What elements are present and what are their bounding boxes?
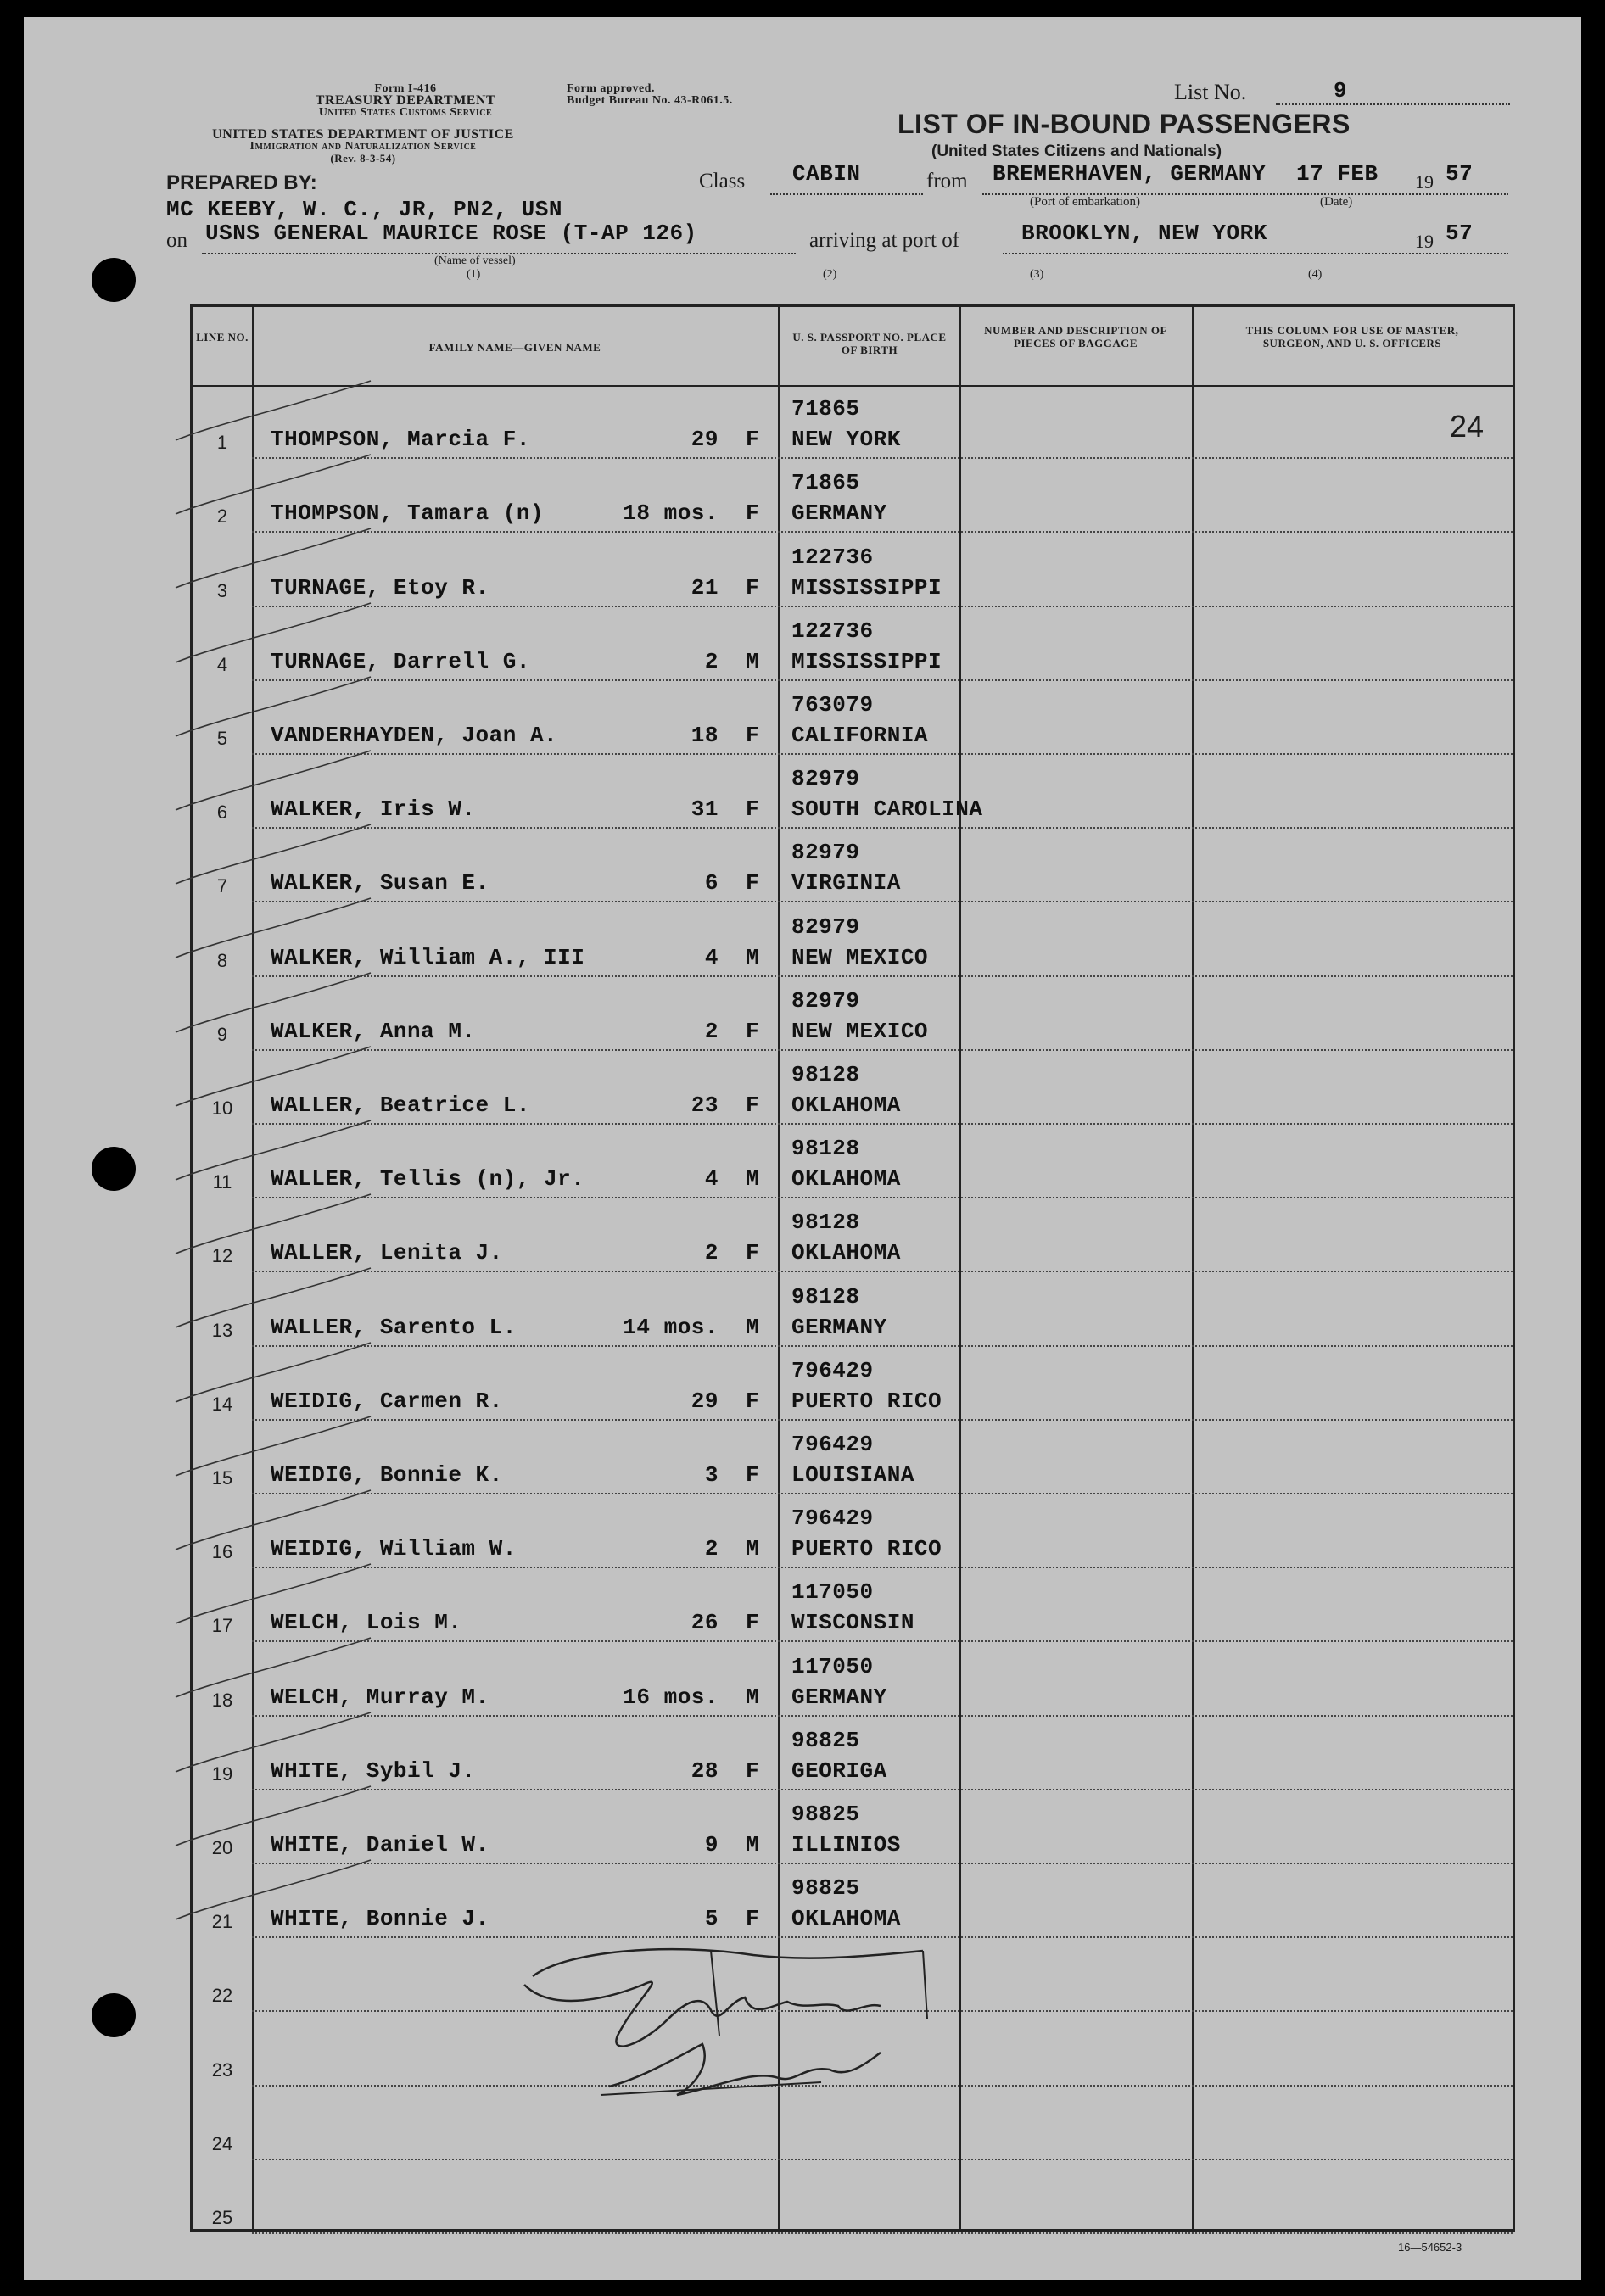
passenger-sex: F bbox=[745, 796, 760, 823]
line-number: 18 bbox=[211, 1689, 233, 1711]
passenger-age: 2 bbox=[704, 1018, 719, 1044]
check-mark bbox=[167, 1856, 388, 1932]
passport-number: 117050 bbox=[791, 1579, 874, 1606]
vessel-name: USNS GENERAL MAURICE ROSE (T-AP 126) bbox=[205, 221, 697, 246]
place-of-birth: PUERTO RICO bbox=[791, 1388, 942, 1414]
list-no-underline bbox=[1276, 103, 1510, 105]
column-number-3: (3) bbox=[1030, 268, 1044, 281]
passport-number: 82979 bbox=[791, 987, 860, 1014]
check-mark bbox=[167, 450, 388, 527]
passport-number: 82979 bbox=[791, 913, 860, 940]
punch-hole-bottom bbox=[92, 1993, 136, 2037]
header-passport: U. S. PASSPORT NO. PLACE OF BIRTH bbox=[792, 331, 947, 356]
place-of-birth: NEW MEXICO bbox=[791, 1018, 929, 1044]
place-of-birth: OKLAHOMA bbox=[791, 1906, 901, 1932]
passenger-age: 23 bbox=[691, 1092, 719, 1118]
passenger-name: WEIDIG, Carmen R. bbox=[271, 1388, 503, 1414]
table-row bbox=[193, 1790, 1513, 1864]
passenger-age: 9 bbox=[704, 1831, 719, 1857]
place-of-birth: GERMANY bbox=[791, 1314, 887, 1340]
place-of-birth: NEW YORK bbox=[791, 427, 901, 453]
line-number: 13 bbox=[211, 1319, 233, 1341]
line-number: 5 bbox=[216, 727, 228, 749]
passenger-name: WALLER, Sarento L. bbox=[271, 1314, 517, 1340]
passport-number: 122736 bbox=[791, 617, 874, 644]
port-of-embarkation-value: BREMERHAVEN, GERMANY bbox=[993, 161, 1267, 187]
passenger-age: 28 bbox=[691, 1757, 719, 1784]
place-of-birth: CALIFORNIA bbox=[791, 722, 929, 748]
signature bbox=[499, 1917, 974, 2129]
passenger-age: 6 bbox=[704, 870, 719, 897]
place-of-birth: PUERTO RICO bbox=[791, 1536, 942, 1562]
line-number: 23 bbox=[211, 2059, 233, 2081]
check-mark bbox=[167, 1264, 388, 1340]
line-number: 11 bbox=[212, 1171, 232, 1193]
line-number: 25 bbox=[211, 2206, 233, 2228]
passenger-sex: F bbox=[745, 427, 760, 453]
table-row bbox=[193, 681, 1513, 755]
passenger-name: WALKER, Iris W. bbox=[271, 796, 476, 823]
year-value-2: 57 bbox=[1446, 221, 1474, 246]
passenger-age: 18 mos. bbox=[623, 500, 719, 527]
form-approved: Form approved. bbox=[567, 82, 655, 95]
passenger-age: 2 bbox=[704, 648, 719, 674]
table-row bbox=[193, 533, 1513, 606]
passenger-name: WALLER, Tellis (n), Jr. bbox=[271, 1166, 585, 1193]
passenger-name: WELCH, Murray M. bbox=[271, 1684, 489, 1710]
check-mark bbox=[167, 524, 388, 601]
place-of-birth: OKLAHOMA bbox=[791, 1240, 901, 1266]
check-mark bbox=[167, 820, 388, 897]
arrival-underline bbox=[1003, 253, 1508, 254]
line-number: 21 bbox=[211, 1911, 233, 1933]
line-number: 15 bbox=[211, 1466, 233, 1489]
check-mark bbox=[167, 1486, 388, 1562]
check-mark bbox=[167, 377, 388, 453]
passenger-sex: F bbox=[745, 1610, 760, 1636]
class-value: CABIN bbox=[792, 161, 861, 187]
passenger-age: 29 bbox=[691, 1388, 719, 1414]
passport-number: 98825 bbox=[791, 1801, 860, 1827]
passenger-name: WHITE, Sybil J. bbox=[271, 1757, 476, 1784]
header-line-no: LINE NO. bbox=[196, 331, 249, 344]
passport-number: 82979 bbox=[791, 766, 860, 792]
prepared-by-label: PREPARED BY: bbox=[166, 171, 317, 194]
passenger-name: WALKER, William A., III bbox=[271, 944, 585, 970]
place-of-birth: GERMANY bbox=[791, 500, 887, 527]
passport-number: 98128 bbox=[791, 1136, 860, 1162]
check-mark bbox=[167, 746, 388, 823]
passenger-age: 4 bbox=[704, 1166, 719, 1193]
place-of-birth: SOUTH CAROLINA bbox=[791, 796, 983, 823]
document-page bbox=[24, 17, 1581, 2280]
port-of-embarkation-caption: (Port of embarkation) bbox=[1030, 195, 1140, 209]
table-row bbox=[193, 1125, 1513, 1198]
year-prefix-1: 19 bbox=[1415, 171, 1434, 193]
place-of-birth: OKLAHOMA bbox=[791, 1092, 901, 1118]
passenger-sex: F bbox=[745, 1092, 760, 1118]
year-prefix-2: 19 bbox=[1415, 231, 1434, 252]
table-row bbox=[193, 1347, 1513, 1421]
passenger-sex: M bbox=[745, 944, 760, 970]
passport-number: 796429 bbox=[791, 1431, 874, 1457]
on-label: on bbox=[166, 229, 187, 252]
passenger-sex: M bbox=[745, 1536, 760, 1562]
passenger-name: WEIDIG, Bonnie K. bbox=[271, 1461, 503, 1488]
vessel-caption: (Name of vessel) bbox=[434, 254, 516, 267]
check-mark bbox=[167, 1190, 388, 1266]
line-number: 4 bbox=[216, 653, 228, 675]
passenger-age: 16 mos. bbox=[623, 1684, 719, 1710]
year-value-1: 57 bbox=[1446, 161, 1474, 187]
treasury-dept: TREASURY DEPARTMENT bbox=[315, 93, 496, 108]
passenger-name: WHITE, Bonnie J. bbox=[271, 1906, 489, 1932]
passenger-sex: M bbox=[745, 1684, 760, 1710]
passenger-sex: F bbox=[745, 1757, 760, 1784]
line-number: 9 bbox=[216, 1023, 228, 1045]
passenger-sex: M bbox=[745, 1166, 760, 1193]
check-mark bbox=[167, 1338, 388, 1415]
passenger-name: THOMPSON, Marcia F. bbox=[271, 427, 530, 453]
line-number: 7 bbox=[216, 875, 228, 897]
passenger-name: WHITE, Daniel W. bbox=[271, 1831, 489, 1857]
line-number: 6 bbox=[216, 802, 228, 824]
column-number-4: (4) bbox=[1308, 268, 1323, 281]
passenger-age: 3 bbox=[704, 1461, 719, 1488]
date-value: 17 FEB bbox=[1296, 161, 1379, 187]
form-revision: (Rev. 8-3-54) bbox=[330, 152, 396, 165]
line-number: 3 bbox=[216, 579, 228, 601]
arrival-port-value: BROOKLYN, NEW YORK bbox=[1021, 221, 1267, 246]
passenger-name: TURNAGE, Darrell G. bbox=[271, 648, 530, 674]
passenger-age: 29 bbox=[691, 427, 719, 453]
line-number: 16 bbox=[211, 1541, 233, 1563]
passenger-sex: F bbox=[745, 1018, 760, 1044]
table-row bbox=[193, 2160, 1513, 2234]
prepared-by-value: MC KEEBY, W. C., JR, PN2, USN bbox=[166, 197, 562, 222]
header-name: FAMILY NAME—GIVEN NAME bbox=[428, 341, 601, 354]
passport-number: 98128 bbox=[791, 1061, 860, 1087]
table-row bbox=[193, 1051, 1513, 1125]
passenger-age: 4 bbox=[704, 944, 719, 970]
passenger-name: WALLER, Lenita J. bbox=[271, 1240, 503, 1266]
passenger-name: WELCH, Lois M. bbox=[271, 1610, 462, 1636]
passenger-age: 5 bbox=[704, 1906, 719, 1932]
passenger-name: WALKER, Susan E. bbox=[271, 870, 489, 897]
table-row bbox=[193, 977, 1513, 1051]
place-of-birth: OKLAHOMA bbox=[791, 1166, 901, 1193]
line-number: 1 bbox=[216, 432, 228, 454]
passenger-name: WALLER, Beatrice L. bbox=[271, 1092, 530, 1118]
passenger-name: THOMPSON, Tamara (n) bbox=[271, 500, 545, 527]
place-of-birth: WISCONSIN bbox=[791, 1610, 914, 1636]
passenger-sex: F bbox=[745, 1240, 760, 1266]
table-row bbox=[193, 1198, 1513, 1272]
passport-number: 763079 bbox=[791, 691, 874, 718]
place-of-birth: MISSISSIPPI bbox=[791, 574, 942, 601]
customs-service: United States Customs Service bbox=[318, 106, 493, 119]
column-number-1: (1) bbox=[467, 268, 481, 281]
place-of-birth: VIRGINIA bbox=[791, 870, 901, 897]
date-caption: (Date) bbox=[1320, 195, 1353, 209]
class-label: Class bbox=[699, 170, 746, 193]
passenger-age: 26 bbox=[691, 1610, 719, 1636]
passport-number: 71865 bbox=[791, 396, 860, 422]
line-number: 24 bbox=[211, 2132, 233, 2154]
passenger-sex: M bbox=[745, 1314, 760, 1340]
passport-number: 122736 bbox=[791, 544, 874, 570]
place-of-birth: GERMANY bbox=[791, 1684, 887, 1710]
budget-bureau: Budget Bureau No. 43-R061.5. bbox=[567, 94, 733, 107]
passport-number: 71865 bbox=[791, 470, 860, 496]
from-label: from bbox=[926, 170, 968, 193]
place-of-birth: NEW MEXICO bbox=[791, 944, 929, 970]
check-mark bbox=[167, 1560, 388, 1636]
punch-hole-middle bbox=[92, 1147, 136, 1191]
column-number-2: (2) bbox=[823, 268, 837, 281]
passenger-name: WEIDIG, William W. bbox=[271, 1536, 517, 1562]
passenger-sex: F bbox=[745, 1906, 760, 1932]
passenger-sex: F bbox=[745, 870, 760, 897]
passenger-age: 2 bbox=[704, 1536, 719, 1562]
check-mark bbox=[167, 673, 388, 749]
form-title: LIST OF IN-BOUND PASSENGERS bbox=[898, 109, 1351, 139]
list-no-label: List No. bbox=[1174, 80, 1247, 104]
passport-number: 98128 bbox=[791, 1283, 860, 1310]
class-underline bbox=[770, 193, 923, 195]
passenger-age: 18 bbox=[691, 722, 719, 748]
table-row bbox=[193, 1568, 1513, 1642]
table-row bbox=[193, 1494, 1513, 1568]
check-mark bbox=[167, 1412, 388, 1489]
check-mark bbox=[167, 1708, 388, 1785]
place-of-birth: MISSISSIPPI bbox=[791, 648, 942, 674]
place-of-birth: LOUISIANA bbox=[791, 1461, 914, 1488]
table-row bbox=[193, 829, 1513, 902]
passenger-name: TURNAGE, Etoy R. bbox=[271, 574, 489, 601]
passport-number: 98825 bbox=[791, 1727, 860, 1753]
passport-number: 796429 bbox=[791, 1506, 874, 1532]
form-number: Form I-416 bbox=[374, 82, 437, 95]
table-row bbox=[193, 755, 1513, 829]
line-number: 17 bbox=[211, 1615, 233, 1637]
ins-title: Immigration and Naturalization Service bbox=[249, 140, 477, 153]
passenger-sex: M bbox=[745, 648, 760, 674]
line-number: 2 bbox=[216, 506, 228, 528]
margin-note: 24 bbox=[1450, 409, 1485, 444]
passport-number: 117050 bbox=[791, 1653, 874, 1679]
check-mark bbox=[167, 1634, 388, 1710]
passenger-sex: F bbox=[745, 500, 760, 527]
check-mark bbox=[167, 1116, 388, 1193]
passenger-sex: F bbox=[745, 1461, 760, 1488]
passenger-age: 21 bbox=[691, 574, 719, 601]
place-of-birth: GEORIGA bbox=[791, 1757, 887, 1784]
check-mark bbox=[167, 1042, 388, 1119]
table-row bbox=[193, 1272, 1513, 1346]
passenger-sex: M bbox=[745, 1831, 760, 1857]
passenger-age: 31 bbox=[691, 796, 719, 823]
line-number: 19 bbox=[211, 1763, 233, 1785]
doj-title: UNITED STATES DEPARTMENT OF JUSTICE bbox=[212, 127, 514, 142]
line-number: 22 bbox=[211, 1985, 233, 2007]
check-mark bbox=[167, 894, 388, 970]
check-mark bbox=[167, 599, 388, 675]
passenger-name: VANDERHAYDEN, Joan A. bbox=[271, 722, 558, 748]
passenger-name: WALKER, Anna M. bbox=[271, 1018, 476, 1044]
table-row bbox=[193, 385, 1513, 459]
passport-number: 98825 bbox=[791, 1875, 860, 1902]
list-no-value: 9 bbox=[1334, 78, 1348, 103]
line-number: 12 bbox=[211, 1245, 233, 1267]
passport-number: 796429 bbox=[791, 1357, 874, 1383]
table-row bbox=[193, 1642, 1513, 1716]
table-row bbox=[193, 1421, 1513, 1494]
passport-number: 98128 bbox=[791, 1209, 860, 1236]
table-row bbox=[193, 607, 1513, 681]
table-row bbox=[193, 459, 1513, 533]
passenger-age: 14 mos. bbox=[623, 1314, 719, 1340]
header-officers: THIS COLUMN FOR USE OF MASTER, SURGEON, AND U. S. OFFICERS bbox=[1245, 324, 1459, 349]
table-row bbox=[193, 1717, 1513, 1790]
check-mark bbox=[167, 969, 388, 1045]
check-mark bbox=[167, 1782, 388, 1858]
arriving-label: arriving at port of bbox=[809, 229, 960, 252]
passenger-sex: F bbox=[745, 1388, 760, 1414]
passenger-sex: F bbox=[745, 722, 760, 748]
place-of-birth: ILLINIOS bbox=[791, 1831, 901, 1857]
passenger-sex: F bbox=[745, 574, 760, 601]
passport-number: 82979 bbox=[791, 840, 860, 866]
line-number: 10 bbox=[211, 1097, 233, 1119]
form-subtitle: (United States Citizens and Nationals) bbox=[931, 142, 1222, 160]
print-code: 16—54652-3 bbox=[1398, 2241, 1462, 2254]
passenger-age: 2 bbox=[704, 1240, 719, 1266]
line-number: 20 bbox=[211, 1836, 233, 1858]
line-number: 14 bbox=[211, 1393, 233, 1415]
line-number: 8 bbox=[216, 949, 228, 971]
header-baggage: NUMBER AND DESCRIPTION OF PIECES OF BAGGAGE bbox=[984, 324, 1167, 349]
table-row bbox=[193, 902, 1513, 976]
punch-hole-top bbox=[92, 258, 136, 302]
